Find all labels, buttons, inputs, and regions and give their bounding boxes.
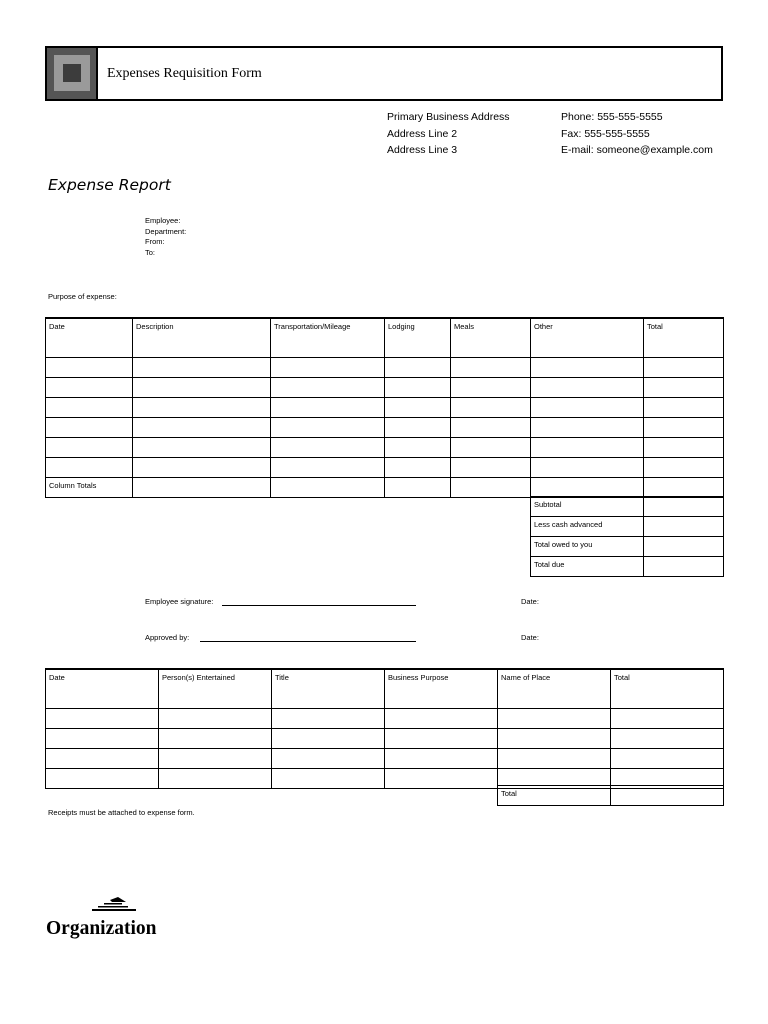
- table-cell[interactable]: [385, 728, 498, 748]
- due-value[interactable]: [644, 557, 724, 577]
- table-row: [46, 377, 724, 397]
- table-cell[interactable]: [46, 377, 133, 397]
- employee-signature-line[interactable]: [222, 597, 416, 606]
- form-header: [45, 46, 723, 101]
- approved-by-label: Approved by:: [145, 633, 190, 642]
- table-cell[interactable]: [498, 728, 611, 748]
- table-cell[interactable]: [644, 417, 724, 437]
- table-row: [46, 397, 724, 417]
- table-cell[interactable]: [46, 357, 133, 377]
- address-line-2: Address Line 2: [387, 127, 458, 140]
- entertainment-total-table: [497, 785, 724, 806]
- table-cell[interactable]: [644, 377, 724, 397]
- owed-label: Total owed to you: [531, 537, 644, 557]
- table-cell[interactable]: [531, 377, 644, 397]
- table-cell[interactable]: [159, 728, 272, 748]
- approved-by-line[interactable]: [200, 633, 416, 642]
- table-cell[interactable]: [385, 377, 451, 397]
- table-cell[interactable]: [451, 377, 531, 397]
- table-cell[interactable]: [133, 377, 271, 397]
- entertainment-table: [45, 668, 724, 789]
- table-cell[interactable]: [46, 397, 133, 417]
- table-cell[interactable]: [133, 397, 271, 417]
- cash-advanced-value[interactable]: [644, 517, 724, 537]
- table-cell[interactable]: [159, 708, 272, 728]
- table-cell[interactable]: [451, 437, 531, 457]
- table-cell[interactable]: [531, 437, 644, 457]
- column-totals-row: [46, 477, 724, 497]
- logo-icon: [47, 48, 98, 99]
- table-cell[interactable]: [644, 357, 724, 377]
- table-cell[interactable]: [531, 357, 644, 377]
- table-cell[interactable]: [271, 417, 385, 437]
- table-cell[interactable]: [133, 417, 271, 437]
- table-cell[interactable]: [385, 437, 451, 457]
- table-cell[interactable]: [272, 728, 385, 748]
- address-line-1: Primary Business Address: [387, 111, 510, 123]
- table-cell[interactable]: [159, 748, 272, 768]
- entertainment-total-label: Total: [498, 786, 611, 806]
- fax-text: Fax: 555-555-5555: [561, 127, 650, 140]
- organization-logo-icon: [92, 896, 136, 912]
- from-label: From:: [145, 237, 165, 246]
- summary-table: [530, 496, 724, 577]
- table-cell[interactable]: [385, 748, 498, 768]
- table-row: [46, 437, 724, 457]
- table-cell[interactable]: [644, 457, 724, 477]
- department-label: Department:: [145, 226, 187, 236]
- table-cell[interactable]: [272, 768, 385, 788]
- table-cell[interactable]: [451, 417, 531, 437]
- table-cell[interactable]: [271, 397, 385, 417]
- table-cell[interactable]: [385, 768, 498, 788]
- expense-table: [45, 317, 724, 498]
- table-cell[interactable]: [611, 708, 724, 728]
- table-cell[interactable]: [133, 357, 271, 377]
- contact-info: [561, 109, 713, 159]
- table-cell[interactable]: [451, 477, 531, 497]
- table-cell[interactable]: [46, 708, 159, 728]
- to-label: To:: [145, 247, 156, 257]
- table-cell[interactable]: [385, 397, 451, 417]
- table-row: [46, 417, 724, 437]
- table-row: [46, 748, 724, 768]
- table-cell[interactable]: [385, 477, 451, 497]
- table-row: [46, 708, 724, 728]
- table-cell[interactable]: [531, 477, 644, 497]
- table-cell[interactable]: [271, 457, 385, 477]
- table-cell[interactable]: [531, 457, 644, 477]
- col-header-total: Total: [611, 669, 724, 708]
- organization-name: Organization: [46, 918, 157, 939]
- col-header-place: Name of Place: [498, 669, 611, 708]
- table-row: [46, 357, 724, 377]
- table-row: [46, 457, 724, 477]
- table-row: [46, 728, 724, 748]
- employee-label: Employee:: [145, 216, 181, 225]
- employee-signature-label: Employee signature:: [145, 597, 214, 606]
- cash-advanced-label: Less cash advanced: [531, 517, 644, 537]
- table-cell[interactable]: [451, 457, 531, 477]
- table-cell[interactable]: [46, 417, 133, 437]
- col-header-purpose: Business Purpose: [385, 669, 498, 708]
- col-header-description: Description: [133, 318, 271, 357]
- col-header-total: Total: [644, 318, 724, 357]
- column-totals-label: Column Totals: [46, 477, 133, 497]
- business-address: [387, 109, 510, 159]
- col-header-date: Date: [46, 318, 133, 357]
- table-cell[interactable]: [451, 397, 531, 417]
- purpose-label: Purpose of expense:: [48, 292, 117, 301]
- email-text: E-mail: someone@example.com: [561, 144, 713, 156]
- table-cell[interactable]: [385, 417, 451, 437]
- subtotal-label: Subtotal: [531, 497, 644, 517]
- table-cell[interactable]: [385, 357, 451, 377]
- col-header-date: Date: [46, 669, 159, 708]
- table-cell[interactable]: [644, 397, 724, 417]
- due-label: Total due: [531, 557, 644, 577]
- table-cell[interactable]: [271, 477, 385, 497]
- entertainment-total-value[interactable]: [611, 786, 724, 806]
- table-cell[interactable]: [611, 728, 724, 748]
- table-cell[interactable]: [133, 437, 271, 457]
- table-cell[interactable]: [271, 357, 385, 377]
- table-cell[interactable]: [451, 357, 531, 377]
- address-line-3: Address Line 3: [387, 144, 458, 156]
- col-header-lodging: Lodging: [385, 318, 451, 357]
- col-header-title: Title: [272, 669, 385, 708]
- table-cell[interactable]: [498, 748, 611, 768]
- table-cell[interactable]: [385, 457, 451, 477]
- col-header-other: Other: [531, 318, 644, 357]
- table-cell[interactable]: [159, 768, 272, 788]
- table-cell[interactable]: [46, 768, 159, 788]
- table-cell[interactable]: [46, 728, 159, 748]
- table-cell[interactable]: [272, 708, 385, 728]
- form-title: Expenses Requisition Form: [107, 66, 262, 81]
- owed-value[interactable]: [644, 537, 724, 557]
- table-cell[interactable]: [611, 748, 724, 768]
- table-cell[interactable]: [46, 748, 159, 768]
- employee-info: [145, 216, 186, 258]
- table-cell[interactable]: [271, 377, 385, 397]
- col-header-transportation: Transportation/Mileage: [271, 318, 385, 357]
- table-cell[interactable]: [133, 457, 271, 477]
- table-cell[interactable]: [272, 748, 385, 768]
- col-header-meals: Meals: [451, 318, 531, 357]
- table-cell[interactable]: [644, 437, 724, 457]
- signature-date-label: Date:: [521, 597, 539, 606]
- phone-text: Phone: 555-555-5555: [561, 111, 663, 123]
- table-cell[interactable]: [498, 708, 611, 728]
- report-title: Expense Report: [48, 176, 171, 194]
- table-cell[interactable]: [531, 417, 644, 437]
- table-cell[interactable]: [46, 437, 133, 457]
- receipts-note: Receipts must be attached to expense form.: [48, 808, 195, 817]
- approval-date-label: Date:: [521, 633, 539, 642]
- table-cell[interactable]: [46, 457, 133, 477]
- table-cell[interactable]: [271, 437, 385, 457]
- table-cell[interactable]: [531, 397, 644, 417]
- table-cell[interactable]: [133, 477, 271, 497]
- table-cell[interactable]: [644, 477, 724, 497]
- table-cell[interactable]: [385, 708, 498, 728]
- subtotal-value[interactable]: [644, 497, 724, 517]
- col-header-persons: Person(s) Entertained: [159, 669, 272, 708]
